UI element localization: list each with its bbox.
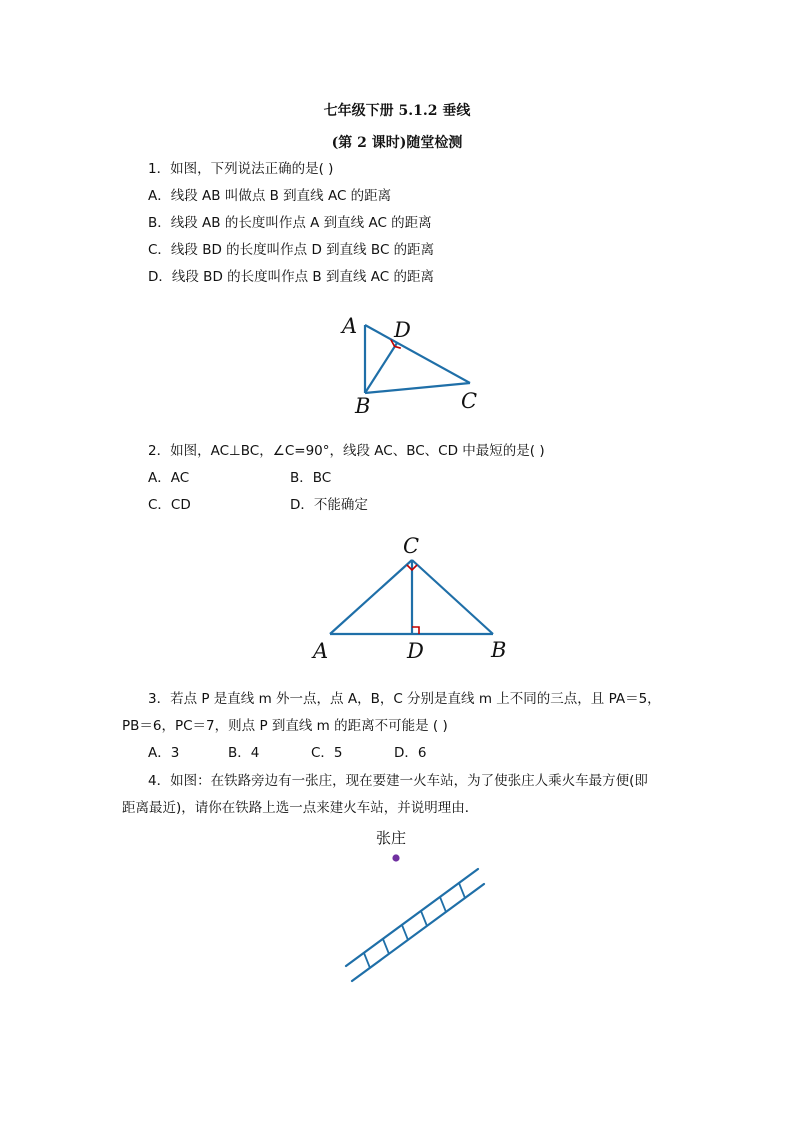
railway-rail-lower: [352, 884, 484, 981]
question-3-option-b: B．4: [228, 745, 260, 761]
village-label: 张庄: [376, 829, 407, 847]
railway-tie: [364, 953, 370, 968]
segment-bd: [365, 343, 397, 393]
question-2-option-a: A．AC: [148, 470, 190, 486]
question-1-option-a: A．线段 AB 叫做点 B 到直线 AC 的距离: [148, 188, 392, 204]
railway-tie: [402, 925, 408, 940]
segment-ca: [330, 560, 412, 634]
question-2-figure: [305, 530, 525, 665]
label-c: C: [461, 389, 478, 413]
question-3-option-a: A．3: [148, 745, 180, 761]
question-3-option-d: D．6: [394, 745, 427, 761]
question-3-option-c: C．5: [311, 745, 343, 761]
railway-tie: [421, 911, 427, 926]
railway-rail-upper: [346, 869, 478, 966]
label-a: A: [313, 639, 329, 663]
segment-cb: [412, 560, 493, 634]
page-subtitle: (第 2 课时)随堂检测: [331, 135, 463, 151]
segment-bc: [365, 383, 470, 393]
label-d: D: [407, 639, 424, 663]
label-c: C: [403, 534, 420, 558]
question-4-stem-line-2: 距离最近)，请你在铁路上选一点来建火车站，并说明理由．: [122, 800, 479, 816]
question-3-stem-line-1: 3．若点 P 是直线 m 外一点，点 A，B，C 分别是直线 m 上不同的三点，且 PA＝5，: [148, 691, 661, 707]
question-2-stem: 2．如图，AC⊥BC，∠C=90°，线段 AC、BC、CD 中最短的是( ): [148, 443, 545, 459]
question-2-option-d: D．不能确定: [290, 497, 368, 513]
label-b: B: [491, 638, 507, 662]
village-dot: [392, 854, 399, 861]
label-b: B: [355, 394, 371, 418]
label-d: D: [394, 318, 411, 342]
question-4-figure: [330, 820, 500, 990]
segment-ac: [365, 325, 470, 383]
question-4-stem-line-1: 4．如图：在铁路旁边有一张庄，现在要建一火车站，为了使张庄人乘火车最方便(即: [148, 773, 648, 789]
railway-tie: [383, 939, 389, 954]
label-a: A: [342, 314, 358, 338]
railway-tie: [459, 883, 465, 898]
page-title: 七年级下册 5.1.2 垂线: [323, 103, 471, 119]
railway-tie: [440, 897, 446, 912]
question-2-option-c: C．CD: [148, 497, 191, 513]
question-1-option-b: B．线段 AB 的长度叫作点 A 到直线 AC 的距离: [148, 215, 432, 231]
question-3-stem-line-2: PB＝6，PC＝7，则点 P 到直线 m 的距离不可能是 ( ): [122, 718, 448, 734]
question-1-stem: 1．如图，下列说法正确的是( ): [148, 161, 334, 177]
question-1-option-d: D．线段 BD 的长度叫作点 B 到直线 AC 的距离: [148, 269, 434, 285]
question-1-option-c: C．线段 BD 的长度叫作点 D 到直线 BC 的距离: [148, 242, 435, 258]
question-2-option-b: B．BC: [290, 470, 332, 486]
question-1-figure: [330, 305, 490, 420]
railway-ties: [364, 883, 465, 968]
